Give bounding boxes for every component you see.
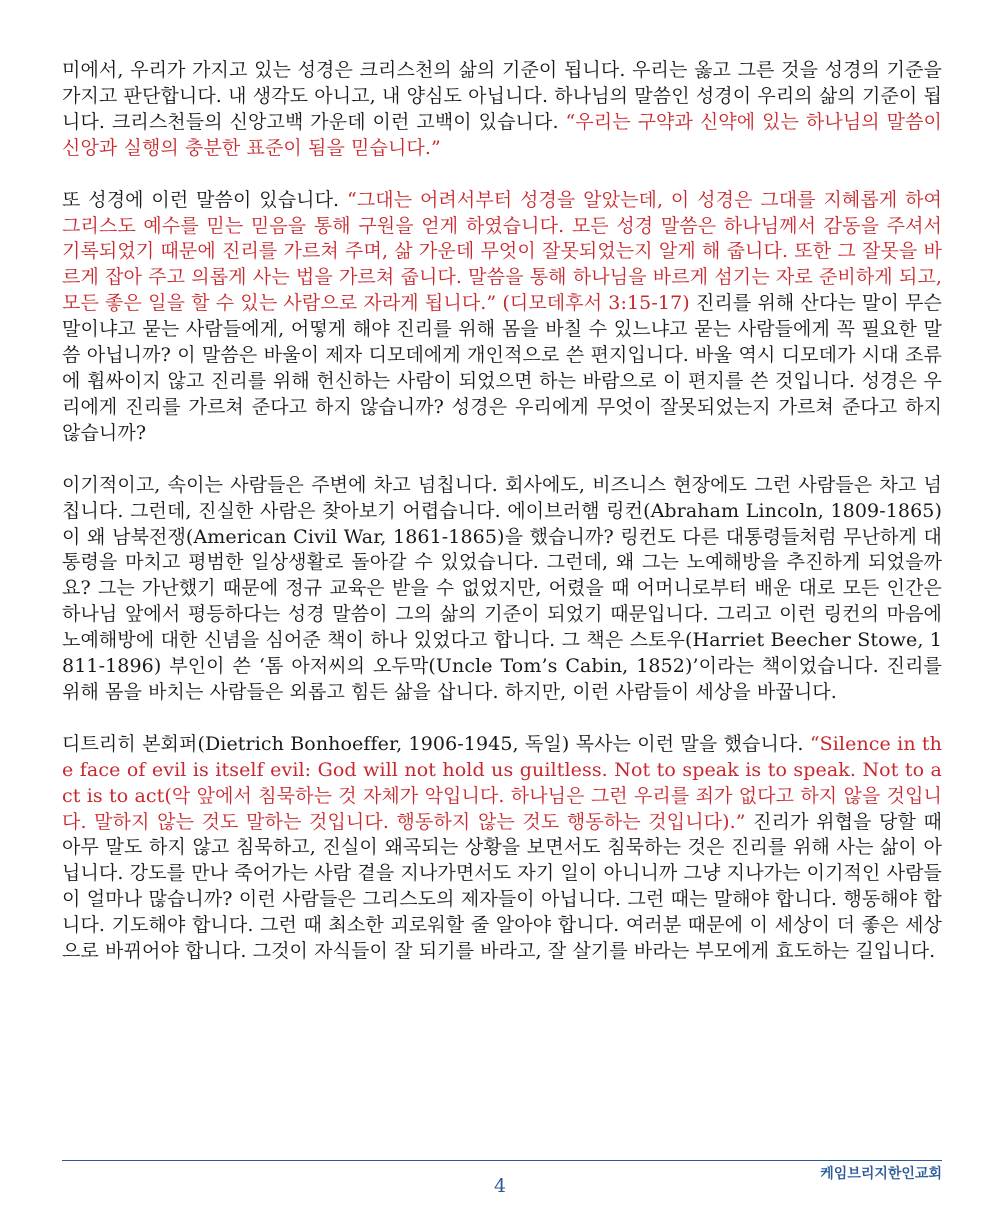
paragraph-4-text: 진리가 위협을 당할 때 아무 말도 하지 않고 침묵하고, 진실이 왜곡되는 상황을 보면서도 침묵하는 것은 진리를 위해 사는 삶이 아닙니다. 강도를 만나 죽어가는 사람 곁을 지나가면서도 자기 일이 아니니까 그냥 지나가는 이기적인 사람들이 얼마나 많습니까? 이런 사람들은 그리스도의 제자들이 아닙니다. 그런 때는 말해야 합니다. 행동해야 합니다. 기도해야 합니다. 그런 때 최소한 괴로워할 줄 알아야 합니다. 여러분 때문에 이 세상이 더 좋은 세상으로 바뀌어야 합니다. 그것이 자식들이 잘 되기를 바라고, 잘 살기를 바라는 부모에게 효도하는 길입니다. <box>62 810 942 963</box>
paragraph-3 <box>62 473 942 706</box>
creed-quote: “우리는 구약과 신약에 있는 하나님의 말씀이 신앙과 실행의 충분한 표준이 됨을 믿습니다.” <box>62 110 942 159</box>
footer-divider <box>62 1160 942 1161</box>
paragraph-2-intro: 또 성경에 이런 말씀이 있습니다. <box>62 188 347 211</box>
church-name: 케임브리지한인교회 <box>820 1166 942 1182</box>
paragraph-3-text: 이기적이고, 속이는 사람들은 주변에 차고 넘칩니다. 회사에도, 비즈니스 현장에도 그런 사람들은 차고 넘칩니다. 그런데, 진실한 사람은 찾아보기 어렵습니다. 에이브러햄 링컨(Abraham Lincoln, 1809-1865)이 왜 남북전쟁(American Civil War, 1861-1865)을 했습니까? 링컨도 다른 대통령들처럼 무난하게 대통령을 마치고 평범한 일상생활로 돌아갈 수 있었습니다. 그런데, 왜 그는 노예해방을 추진하게 되었을까요? 그는 가난했기 때문에 정규 교육은 받을 수 없었지만, 어렸을 때 어머니로부터 배운 대로 모든 인간은 하나님 앞에서 평등하다는 성경 말씀이 그의 삶의 기준이 되었기 때문입니다. 그리고 이런 링컨의 마음에 노예해방에 대한 신념을 심어준 책이 하나 있었다고 합니다. 그 책은 스토우(Harriet Beecher Stowe, 1811-1896) 부인이 쓴 ‘톰 아저씨의 오두막(Uncle Tom’s Cabin, 1852)’이라는 책이었습니다. 진리를 위해 몸을 바치는 사람들은 외롭고 힘든 삶을 삽니다. 하지만, 이런 사람들이 세상을 바꿉니다. <box>62 473 942 703</box>
body-content <box>62 58 942 991</box>
paragraph-2 <box>62 188 942 447</box>
paragraph-1 <box>62 58 942 162</box>
scripture-quote: “그대는 어려서부터 성경을 알았는데, 이 성경은 그대를 지혜롭게 하여 그리스도 예수를 믿는 믿음을 통해 구원을 얻게 하였습니다. 모든 성경 말씀은 하나님께서 감동을 주셔서 기록되었기 때문에 진리를 가르쳐 주며, 삶 가운데 무엇이 잘못되었는지 알게 해 줍니다. 또한 그 잘못을 바르게 잡아 주고 의롭게 사는 법을 가르쳐 줍니다. 말씀을 통해 하나님을 바르게 섬기는 자로 준비하게 되고, 모든 좋은 일을 할 수 있는 사람으로 자라게 됩니다.” (디모데후서 3:15-17) <box>62 188 942 315</box>
page-number: 4 <box>493 1175 507 1197</box>
paragraph-4-intro: 디트리히 본회퍼(Dietrich Bonhoeffer, 1906-1945, 독일) 목사는 이런 말을 했습니다. <box>62 732 810 755</box>
bonhoeffer-quote: “Silence in the face of evil is itself evil: God will not hold us guiltless. Not to speak is to speak. Not to act is to act(악 앞에서 침묵하는 것 자체가 악입니다. 하나님은 그런 우리를 죄가 없다고 하지 않을 것입니다. 말하지 않는 것도 말하는 것입니다. 행동하지 않는 것도 행동하는 것입니다).” <box>62 732 942 833</box>
paragraph-1-text: 미에서, 우리가 가지고 있는 성경은 크리스천의 삶의 기준이 됩니다. 우리는 옳고 그른 것을 성경의 기준을 가지고 판단합니다. 내 생각도 아니고, 내 양심도 아닙니다. 하나님의 말씀인 성경이 우리의 삶의 기준이 됩니다. 크리스천들의 신앙고백 가운데 이런 고백이 있습니다. <box>62 59 942 133</box>
paragraph-2-text: 진리를 위해 산다는 말이 무슨 말이냐고 묻는 사람들에게, 어떻게 해야 진리를 위해 몸을 바칠 수 있느냐고 묻는 사람들에게 꼭 필요한 말씀 아닙니까? 이 말씀은 바울이 제자 디모데에게 개인적으로 쓴 편지입니다. 바울 역시 디모데가 시대 조류에 휩싸이지 않고 진리를 위해 헌신하는 사람이 되었으면 하는 바람으로 이 편지를 쓴 것입니다. 성경은 우리에게 진리를 가르쳐 준다고 하지 않습니까? 성경은 우리에게 무엇이 잘못되었는지 가르쳐 준다고 하지 않습니까? <box>62 292 942 444</box>
paragraph-4 <box>62 732 942 965</box>
